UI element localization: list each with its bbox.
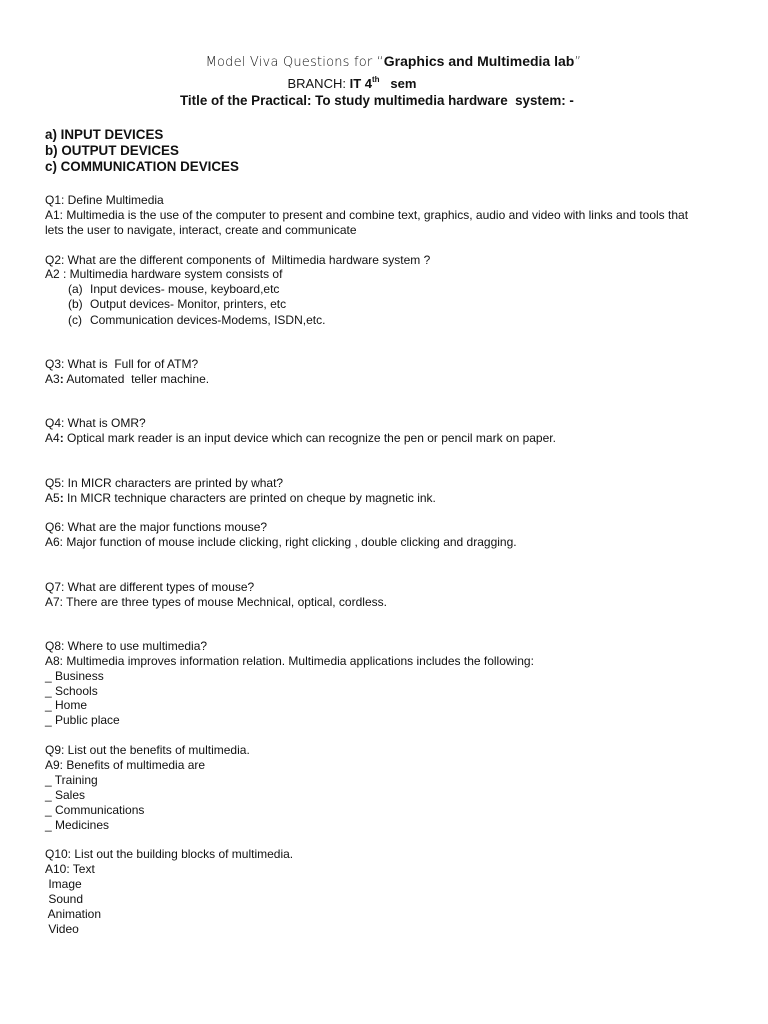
q4-answer-text: Optical mark reader is an input device which can recognize the pen or pencil mark on paper. [63,431,556,445]
q9-item: _ Communications [45,803,145,817]
q5-answer-prefix: A5 [45,491,60,505]
q3-answer-colon: : [59,372,64,386]
q2-answer: A2 : Multimedia hardware system consists of [45,267,283,281]
header-title-suffix: ” [574,55,582,70]
q3-answer-text: Automated teller machine. [63,372,210,386]
branch-label: BRANCH: [287,76,350,91]
q10-item: Video [45,922,79,936]
q6-question: Q6: What are the major functions mouse? [45,520,268,534]
q9-item: _ Training [45,773,98,787]
q10-item: Image [45,877,82,891]
q2-item-a [68,282,279,297]
q8-answer: A8: Multimedia improves information relation. Multimedia applications includes the following: [45,654,534,668]
q5-answer [45,491,436,506]
header-title-lab: Graphics and Multimedia lab [383,53,575,69]
q2-item-c [68,313,325,328]
q7-answer: A7: There are three types of mouse Mechnical, optical, cordless. [45,595,387,609]
q5-answer-text: In MICR technique characters are printed on cheque by magnetic ink. [63,491,436,505]
q3-answer [45,372,209,387]
practical-title: Title of the Practical: To study multimedia hardware system: - [180,93,574,108]
q2-item-a-marker: (a) [68,282,83,296]
q2-question: Q2: What are the different components of Miltimedia hardware system ? [45,253,431,267]
q2-item-b-text: Output devices- Monitor, printers, etc [90,297,287,311]
q2-item-c-marker: (c) [68,313,82,327]
q10-item: Sound [45,892,84,906]
q10-question: Q10: List out the building blocks of multimedia. [45,847,294,861]
q4-answer [45,431,556,446]
q8-item: _ Schools [45,684,98,698]
q3-question: Q3: What is Full for of ATM? [45,357,199,371]
q5-question: Q5: In MICR characters are printed by what? [45,476,284,490]
q9-item: _ Medicines [45,818,110,832]
q6-answer: A6: Major function of mouse include clicking, right clicking , double clicking and dragging. [45,535,517,549]
q3-answer-prefix: A3 [45,372,60,386]
branch-sem: sem [379,76,417,91]
q2-item-a-text: Input devices- mouse, keyboard,etc [90,282,280,296]
q8-item: _ Public place [45,713,120,727]
q7-question: Q7: What are different types of mouse? [45,580,255,594]
branch-sup: th [371,75,380,84]
section-output-devices: b) OUTPUT DEVICES [45,143,179,158]
branch-value: IT 4 [349,76,372,91]
q2-item-b-marker: (b) [68,297,83,311]
section-input-devices: a) INPUT DEVICES [45,127,164,142]
q10-item: Animation [45,907,102,921]
q4-answer-colon: : [59,431,64,445]
q1-answer-line2: lets the user to navigate, interact, create and communicate [45,223,357,237]
q9-answer: A9: Benefits of multimedia are [45,758,206,772]
q2-item-b [68,297,286,312]
q8-item: _ Business [45,669,104,683]
q9-question: Q9: List out the benefits of multimedia. [45,743,250,757]
section-communication-devices: c) COMMUNICATION DEVICES [45,159,239,174]
q8-question: Q8: Where to use multimedia? [45,639,208,653]
q9-item: _ Sales [45,788,86,802]
q5-answer-colon: : [59,491,64,505]
q8-item: _ Home [45,698,88,712]
q4-question: Q4: What is OMR? [45,416,146,430]
q2-item-c-text: Communication devices-Modems, ISDN,etc. [90,313,326,327]
q4-answer-prefix: A4 [45,431,60,445]
q1-answer-line1: A1: Multimedia is the use of the computer to present and combine text, graphics, audio and video with links and tools that [45,208,689,222]
q1-question: Q1: Define Multimedia [45,193,164,207]
q10-answer: A10: Text [45,862,95,876]
header-title-prefix: Model Viva Questions for “ [205,55,384,70]
